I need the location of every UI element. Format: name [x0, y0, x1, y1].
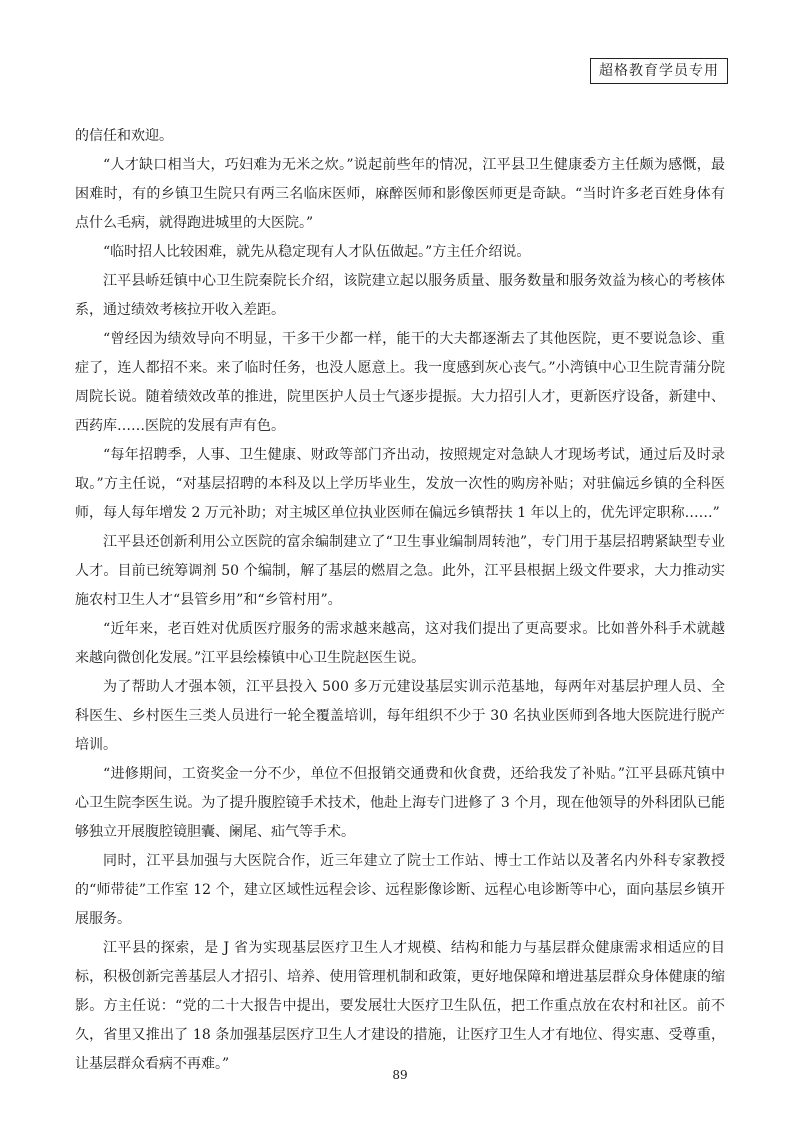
paragraph: “近年来，老百姓对优质医疗服务的需求越来越高，这对我们提出了更高要求。比如普外科手术就越来越向微创化发展。”江平县绘榛镇中心卫生院赵医生说。	[75, 621, 725, 666]
paragraph: 同时，江平县加强与大医院合作，近三年建立了院士工作站、博士工作站以及著名内外科专家教授的“师带徒”工作室 12 个，建立区域性远程会诊、远程影像诊断、远程心电诊断等中心，面向基层乡镇开展服务。	[75, 853, 725, 927]
paragraph: 为了帮助人才强本领，江平县投入 500 多万元建设基层实训示范基地，每两年对基层护理人员、全科医生、乡村医生三类人员进行一轮全覆盖培训，每年组织不少于 30 名执业医师到各地大医院进行脱产培训。	[75, 679, 725, 753]
watermark-badge: 超格教育学员专用	[590, 58, 728, 84]
paragraph: “曾经因为绩效导向不明显，干多干少都一样，能干的大夫都逐渐去了其他医院，更不要说急诊、重症了，连人都招不来。来了临时任务，也没人愿意上。我一度感到灰心丧气。”小湾镇中心卫生院青蒲分院周院长说。随着绩效改革的推进，院里医护人员士气逐步提振。大力招引人才，更新医疗设备，新建中、西药库……医院的发展有声有色。	[75, 331, 725, 434]
paragraph: “临时招人比较困难，就先从稳定现有人才队伍做起。”方主任介绍说。	[103, 244, 531, 260]
page-number: 89	[392, 1068, 408, 1082]
paragraph: 江平县还创新利用公立医院的富余编制建立了“卫生事业编制周转池”，专门用于基层招聘紧缺型专业人才。目前已统筹调剂 50 个编制，解了基层的燃眉之急。此外，江平县根据上级文件要求，大力推动实施农村卫生人才“县管乡用”和“乡管村用”。	[75, 534, 725, 608]
paragraph: “每年招聘季，人事、卫生健康、财政等部门齐出动，按照规定对急缺人才现场考试，通过后及时录取。”方主任说，“对基层招聘的本科及以上学历毕业生，发放一次性的购房补贴；对驻偏远乡镇的全科医师，每人每年增发 2 万元补助；对主城区单位执业医师在偏远乡镇帮扶 1 年以上的，优先评定职称……”	[75, 447, 725, 521]
paragraph: “人才缺口相当大，巧妇难为无米之炊。”说起前些年的情况，江平县卫生健康委方主任颇为感慨，最困难时，有的乡镇卫生院只有两三名临床医师，麻醉医师和影像医师更是奇缺。“当时许多老百姓身体有点什么毛病，就得跑进城里的大医院。”	[75, 157, 725, 231]
paragraph: 江平县的探索，是 J 省为实现基层医疗卫生人才规模、结构和能力与基层群众健康需求相适应的目标，积极创新完善基层人才招引、培养、使用管理机制和政策，更好地保障和增进基层群众身体健康的缩影。方主任说：“党的二十大报告中提出，要发展壮大医疗卫生队伍，把工作重点放在农村和社区。前不久，省里又推出了 18 条加强基层医疗卫生人才建设的措施，让医疗卫生人才有地位、得实惠、受尊重，让基层群众看病不再难。”	[75, 940, 725, 1072]
paragraph: “进修期间，工资奖金一分不少，单位不但报销交通费和伙食费，还给我发了补贴。”江平县砾芃镇中心卫生院李医生说。为了提升腹腔镜手术技术，他赴上海专门进修了 3 个月，现在他领导的外科团队已能够独立开展腹腔镜胆囊、阑尾、疝气等手术。	[75, 766, 725, 840]
paragraph: 江平县峤廷镇中心卫生院秦院长介绍，该院建立起以服务质量、服务数量和服务效益为核心的考核体系，通过绩效考核拉开收入差距。	[75, 273, 725, 318]
paragraph: 的信任和欢迎。	[75, 128, 173, 144]
article-body	[75, 122, 725, 1079]
